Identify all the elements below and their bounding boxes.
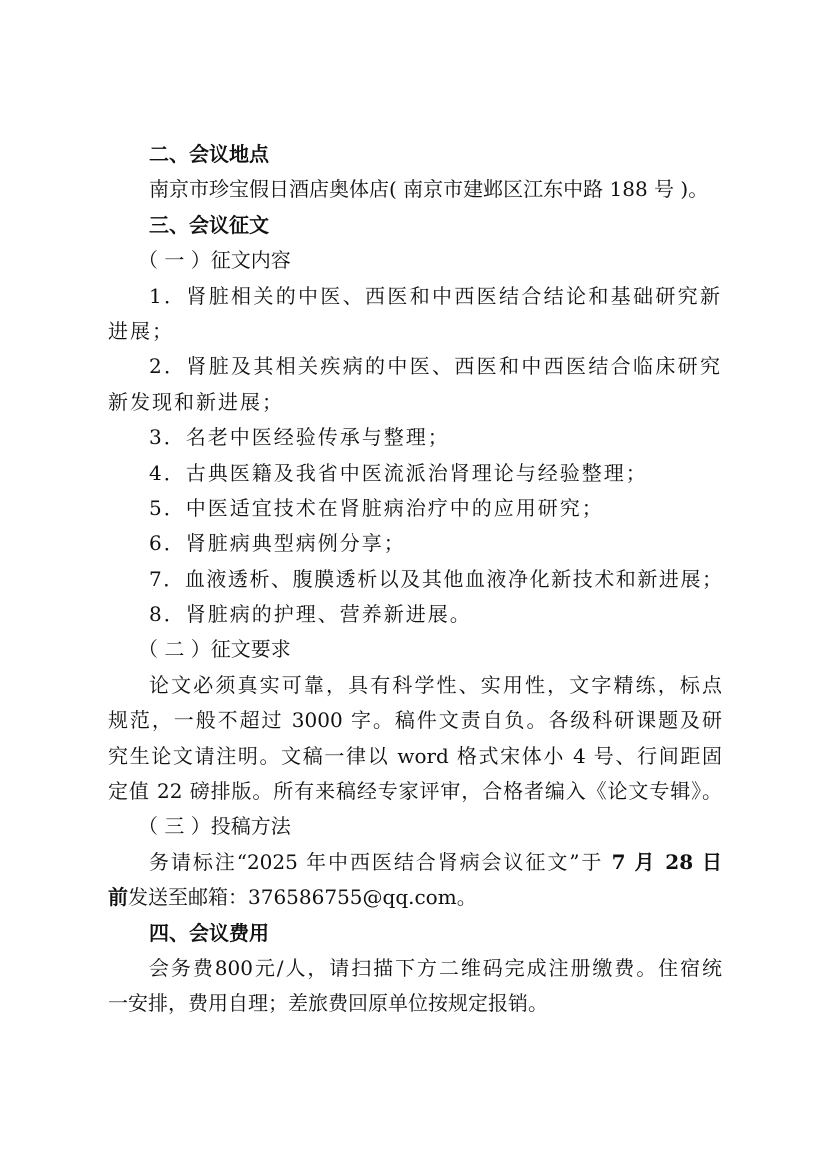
content-item-6: 6．肾脏病典型病例分享； [149,531,406,556]
content-item-1-line1: 1．肾脏相关的中医、西医和中西医结合结论和基础研究新 [149,283,722,308]
fees-line-2: 一安排，费用自理；差旅费回原单位按规定报销。 [108,991,548,1016]
subheading-content: （ 一 ）征文内容 [138,248,291,273]
content-item-7: 7．血液透析、腹膜透析以及其他血液净化新技术和新进展； [149,566,722,591]
section-heading-venue: 二、会议地点 [149,142,269,166]
section-heading-papers: 三、会议征文 [149,212,269,237]
content-item-8: 8．肾脏病的护理、营养新进展。 [149,602,472,627]
content-item-5: 5．中医适宜技术在肾脏病治疗中的应用研究； [149,495,604,520]
requirements-line-2: 规范，一般不超过 3000 字。稿件文责自负。各级科研课题及研 [108,708,722,733]
content-item-3: 3．名老中医经验传承与整理； [149,425,450,450]
submission-email-text: 发送至邮箱：376586755@qq.com。 [128,885,477,910]
requirements-line-3: 究生论文请注明。文稿一律以 word 格式宋体小 4 号、行间距固 [108,743,722,768]
submission-deadline-end: 前 [108,885,128,910]
submission-deadline: 7 月 28 日 [611,849,722,874]
requirements-line-4: 定值 22 磅排版。所有来稿经专家评审，合格者编入《论文专辑》。 [108,779,722,804]
requirements-line-1: 论文必须真实可靠，具有科学性、实用性，文字精练，标点 [149,672,722,697]
subheading-submission: （ 三 ）投稿方法 [138,814,291,839]
submission-line-2 [108,880,722,915]
submission-line-1-text: 务请标注“2025 年中西医结合肾病会议征文”于 [149,849,612,874]
section-heading-fees: 四、会议费用 [149,920,269,945]
document-page [108,137,722,1022]
content-item-2-line1: 2．肾脏及其相关疾病的中医、西医和中西医结合临床研究 [149,354,722,379]
content-item-4: 4．古典医籍及我省中医流派治肾理论与经验整理； [149,460,648,485]
fees-line-1: 会务费800元/人，请扫描下方二维码完成注册缴费。住宿统 [149,955,722,980]
content-item-1-line2: 进展； [108,318,174,343]
submission-line-1 [108,845,722,880]
content-item-2-line2: 新发现和新进展； [108,389,284,414]
subheading-requirements: （ 二 ）征文要求 [138,637,291,662]
venue-text: 南京市珍宝假日酒店奥体店( 南京市建邺区江东中路 188 号 )。 [149,177,709,202]
